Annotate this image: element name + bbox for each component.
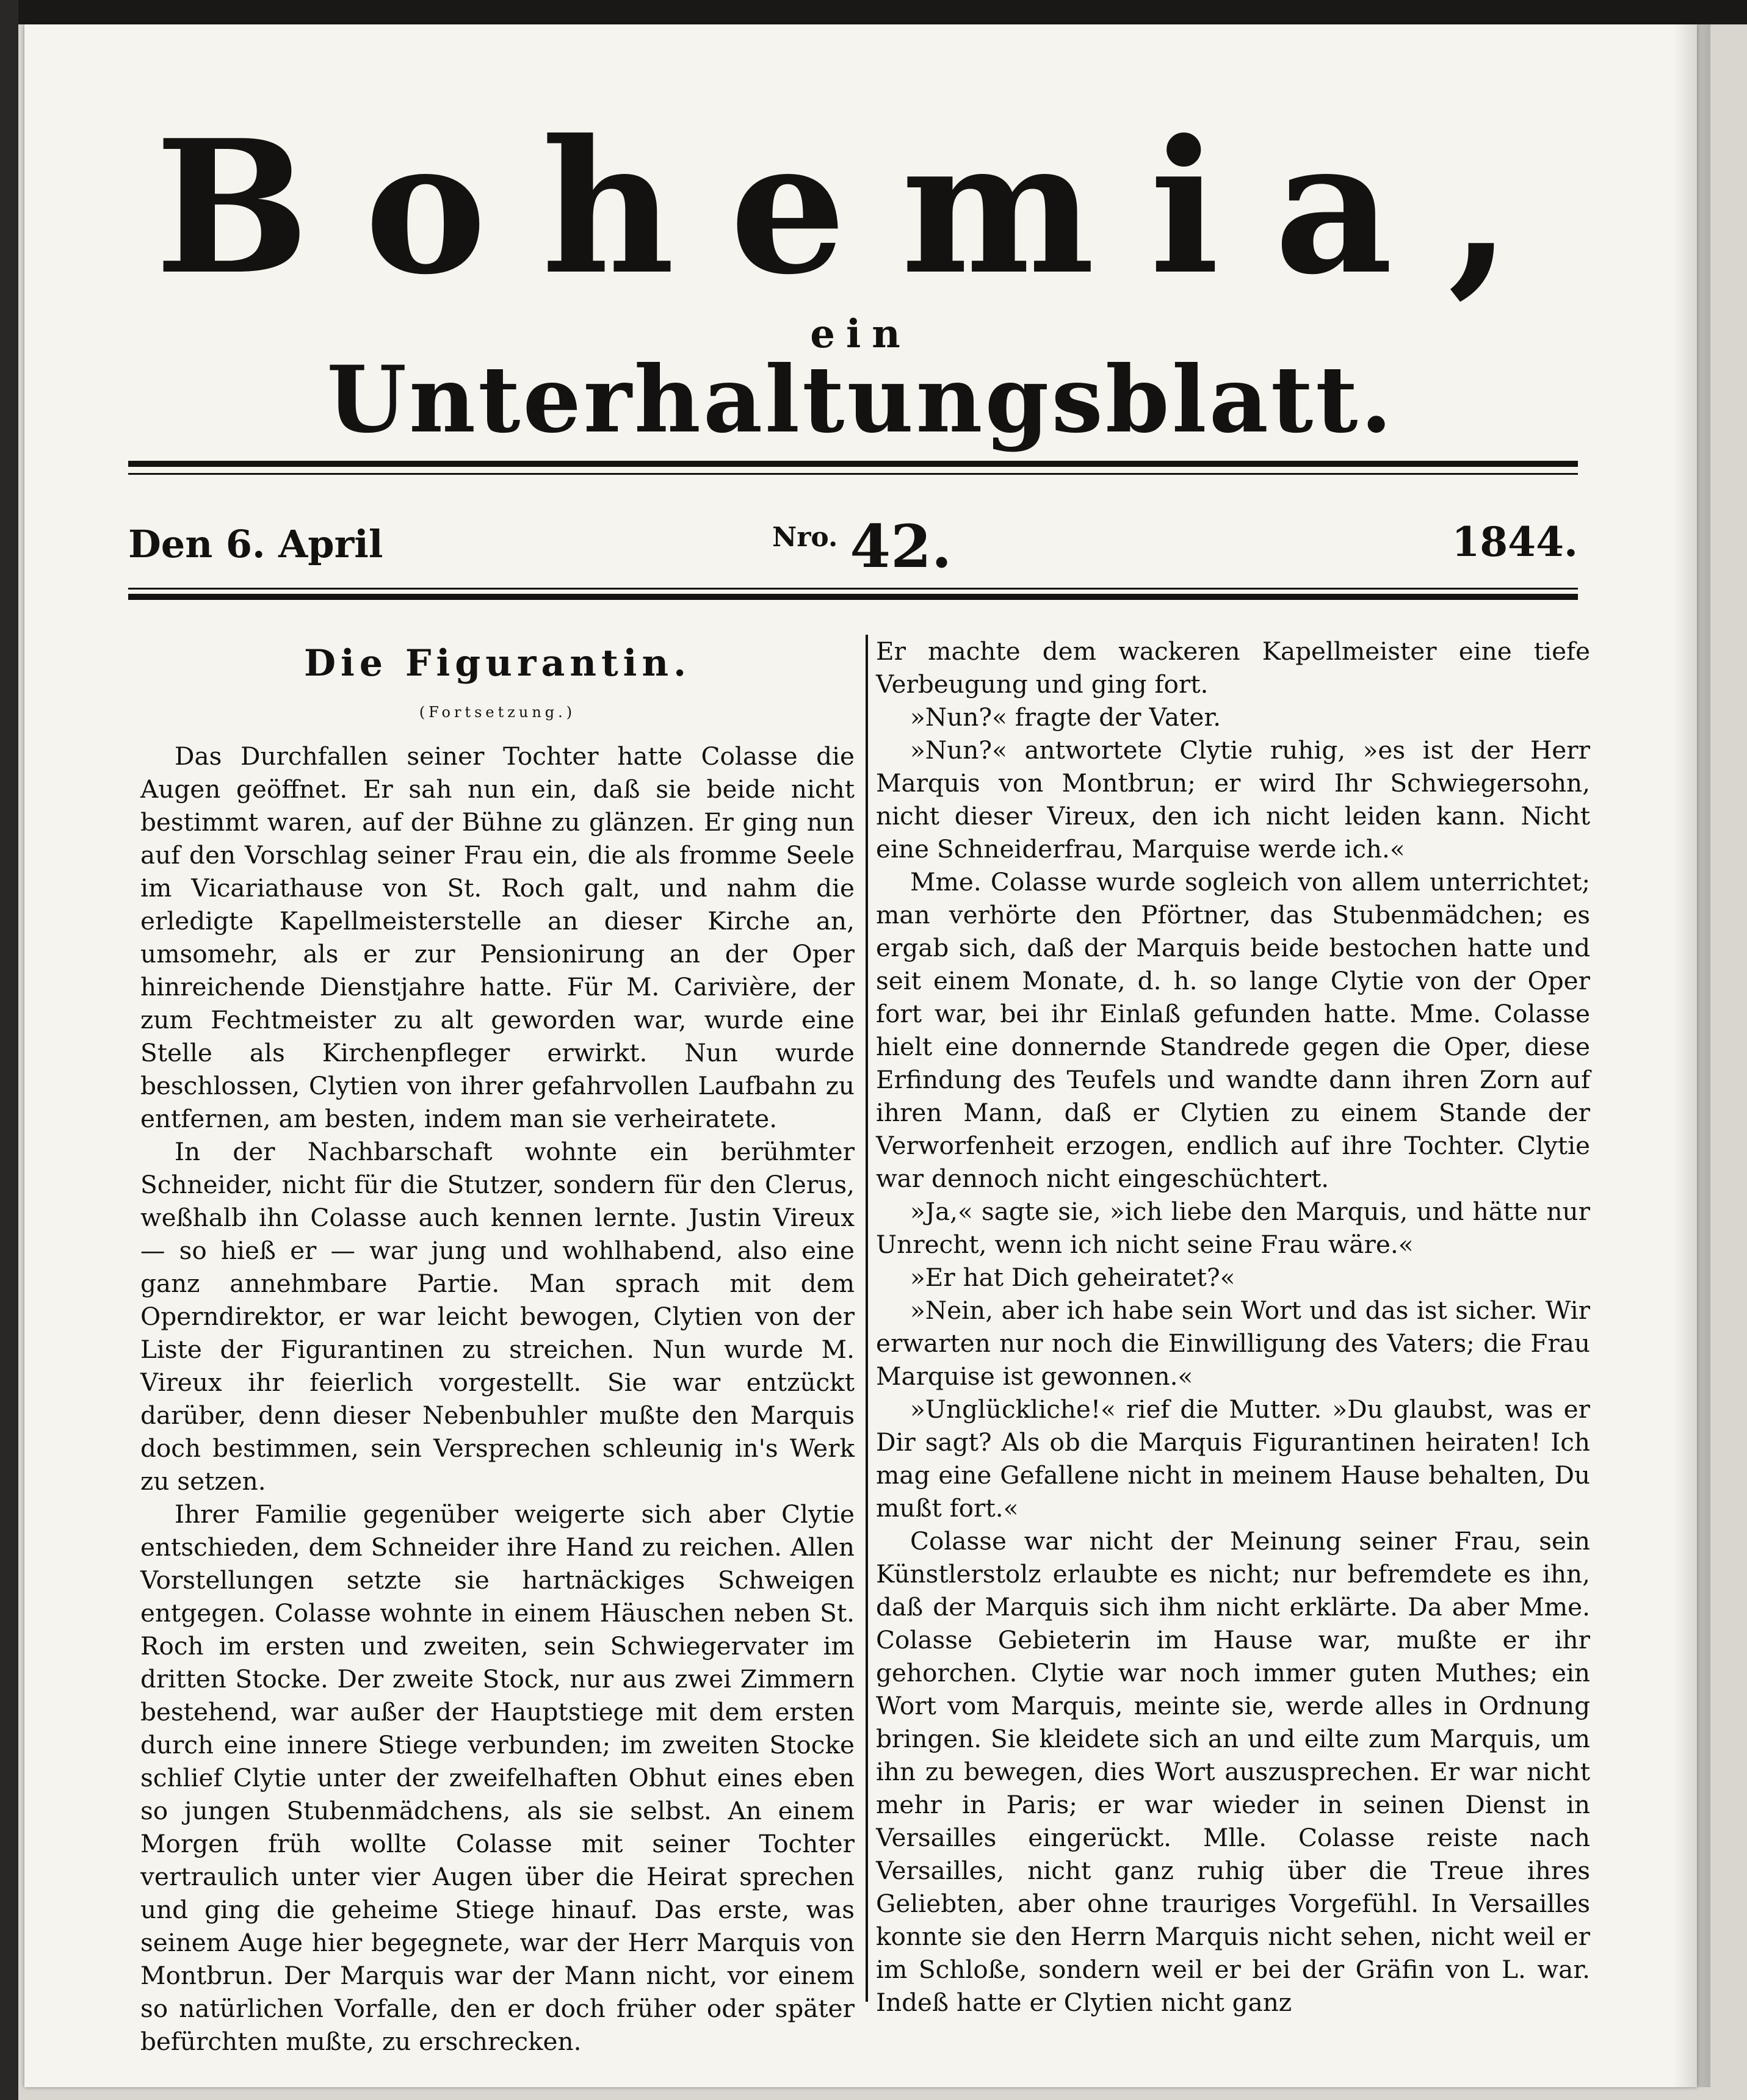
bottom-rule-thick bbox=[128, 594, 1578, 600]
paragraph: Das Durchfallen seiner Tochter hatte Colasse die Augen geöffnet. Er sah nun ein, daß sie beide nicht bestimmt waren, auf der Bühne zu glänzen. Er ging nun auf den Vorschlag seiner Frau ein, die als fromme Seele im Vicariathause von St. Roch galt, und nahm die erledigte Kapellmeisterstelle an dieser Kirche an, umsomehr, als er zur Pensionirung an der Oper hinreichende Dienstjahre hatte. Für M. Carivière, der zum Fechtmeister zu alt geworden war, wurde eine Stelle als Kirchenpfleger erwirkt. Nun wurde beschlossen, Clytien von ihrer gefahrvollen Laufbahn zu entfernen, am besten, indem man sie verheiratete. bbox=[140, 741, 855, 1133]
scan-border-top bbox=[0, 0, 1747, 24]
left-column bbox=[140, 635, 855, 2058]
masthead-ein: ein bbox=[810, 311, 911, 357]
spine-shadow bbox=[1674, 24, 1710, 2087]
paragraph: In der Nachbarschaft wohnte ein berühmter Schneider, nicht für die Stutzer, sondern für den Clerus, weßhalb ihn Colasse auch kennen lernte. Justin Vireux — so hieß er — war jung und wohlhabend, also eine ganz annehmbare Partie. Man sprach mit dem Operndirektor, er war leicht bewogen, Clytien von der Liste der Figurantinen zu streichen. Nun wurde M. Vireux ihr feierlich vorgestellt. Sie war entzückt darüber, denn dieser Nebenbuhler mußte den Marquis doch bestimmen, sein Versprechen schleunig in's Werk zu setzen. bbox=[140, 1137, 855, 1496]
right-column bbox=[876, 635, 1590, 2019]
issue-year: 1844. bbox=[1452, 518, 1578, 566]
paragraph: »Nein, aber ich habe sein Wort und das ist sicher. Wir erwarten nur noch die Einwilligung des Vaters; die Frau Marquise ist gewonnen.« bbox=[876, 1296, 1590, 1391]
column-divider bbox=[866, 635, 868, 2002]
top-rule-thin bbox=[128, 473, 1578, 475]
masthead-title: Bohemia, bbox=[154, 99, 1567, 315]
scan-border-left bbox=[0, 0, 18, 2100]
paragraph: Colasse war nicht der Meinung seiner Frau, sein Künstlerstolz erlaubte es nicht; nur befremdete es ihn, daß der Marquis sich ihm nicht erklärte. Da aber Mme. Colasse Gebieterin im Hause war, mußte er ihr gehorchen. Clytie war noch immer guten Muthes; ein Wort vom Marquis, meinte sie, werde alles in Ordnung bringen. Sie kleidete sich an und eilte zum Marquis, um ihn zu bewegen, dies Wort auszusprechen. Er war nicht mehr in Paris; er war wieder in seinen Dienst in Versailles eingerückt. Mlle. Colasse reiste nach Versailles, nicht ganz ruhig über die Treue ihres Geliebten, aber ohne trauriges Vorgefühl. In Versailles konnte sie den Herrn Marquis nicht sehen, nicht weil er im Schloße, sondern weil er bei der Gräfin von L. war. Indeß hatte er Clytien nicht ganz bbox=[876, 1526, 1590, 2017]
dateline bbox=[128, 512, 1578, 583]
paragraph: »Er hat Dich geheiratet?« bbox=[910, 1263, 1235, 1292]
issue-number bbox=[772, 512, 952, 581]
masthead-subtitle: Unterhaltungsblatt. bbox=[327, 346, 1395, 453]
article-title: Die Figurantin. bbox=[304, 642, 691, 685]
paragraph: »Unglückliche!« rief die Mutter. »Du glaubst, was er Dir sagt? Als ob die Marquis Figurantinen heiraten! Ich mag eine Gefallene nicht in meinem Hause behalten, Du mußt fort.« bbox=[876, 1395, 1590, 1523]
issue-number-value: 42. bbox=[850, 512, 952, 581]
paragraph: »Nun?« antwortete Clytie ruhig, »es ist der Herr Marquis von Montbrun; er wird Ihr Schwiegersohn, nicht dieser Vireux, den ich nicht leiden kann. Nicht eine Schneiderfrau, Marquise werde ich.« bbox=[876, 735, 1590, 864]
paragraph: »Ja,« sagte sie, »ich liebe den Marquis, und hätte nur Unrecht, wenn ich nicht seine Frau wäre.« bbox=[876, 1197, 1590, 1259]
bottom-rule-thin bbox=[128, 588, 1578, 590]
issue-number-prefix: Nro. bbox=[772, 522, 838, 553]
paragraph: Mme. Colasse wurde sogleich von allem unterrichtet; man verhörte den Pförtner, das Stubenmädchen; es ergab sich, daß der Marquis beide bestochen hatte und seit einem Monate, d. h. so lange Clytie von der Oper fort war, bei ihr Einlaß gefunden hatte. Mme. Colasse hielt eine donnernde Standrede gegen die Oper, diese Erfindung des Teufels und wandte dann ihren Zorn auf ihren Mann, daß er Clytien zu einem Stande der Verworfenheit erzogen, endlich auf ihre Tochter. Clytie war dennoch nicht eingeschüchtert. bbox=[876, 867, 1590, 1193]
newspaper-page bbox=[24, 24, 1697, 2087]
paragraph-continued: Er machte dem wackeren Kapellmeister eine tiefe Verbeugung und ging fort. bbox=[876, 637, 1590, 699]
issue-date: Den 6. April bbox=[128, 522, 383, 566]
article-subtitle: (Fortsetzung.) bbox=[419, 704, 576, 721]
top-rule-thick bbox=[128, 461, 1578, 467]
paragraph: »Nun?« fragte der Vater. bbox=[910, 702, 1221, 732]
paragraph: Ihrer Familie gegenüber weigerte sich aber Clytie entschieden, dem Schneider ihre Hand zu reichen. Allen Vorstellungen setzte sie hartnäckiges Schweigen entgegen. Colasse wohnte in einem Häuschen neben St. Roch im ersten und zweiten, sein Schwiegervater im dritten Stocke. Der zweite Stock, nur aus zwei Zimmern bestehend, war außer der Hauptstiege mit dem ersten durch eine innere Stiege verbunden; im zweiten Stocke schlief Clytie unter der zweifelhaften Obhut eines eben so jungen Stubenmädchens, als sie selbst. An einem Morgen früh wollte Colasse mit seiner Tochter vertraulich unter vier Augen über die Heirat sprechen und ging die geheime Stiege hinauf. Das erste, was seinem Auge hier begegnete, war der Herr Marquis von Montbrun. Der Marquis war der Mann nicht, vor einem so natürlichen Vorfalle, den er doch früher oder später befürchten mußte, zu erschrecken. bbox=[140, 1499, 855, 2056]
